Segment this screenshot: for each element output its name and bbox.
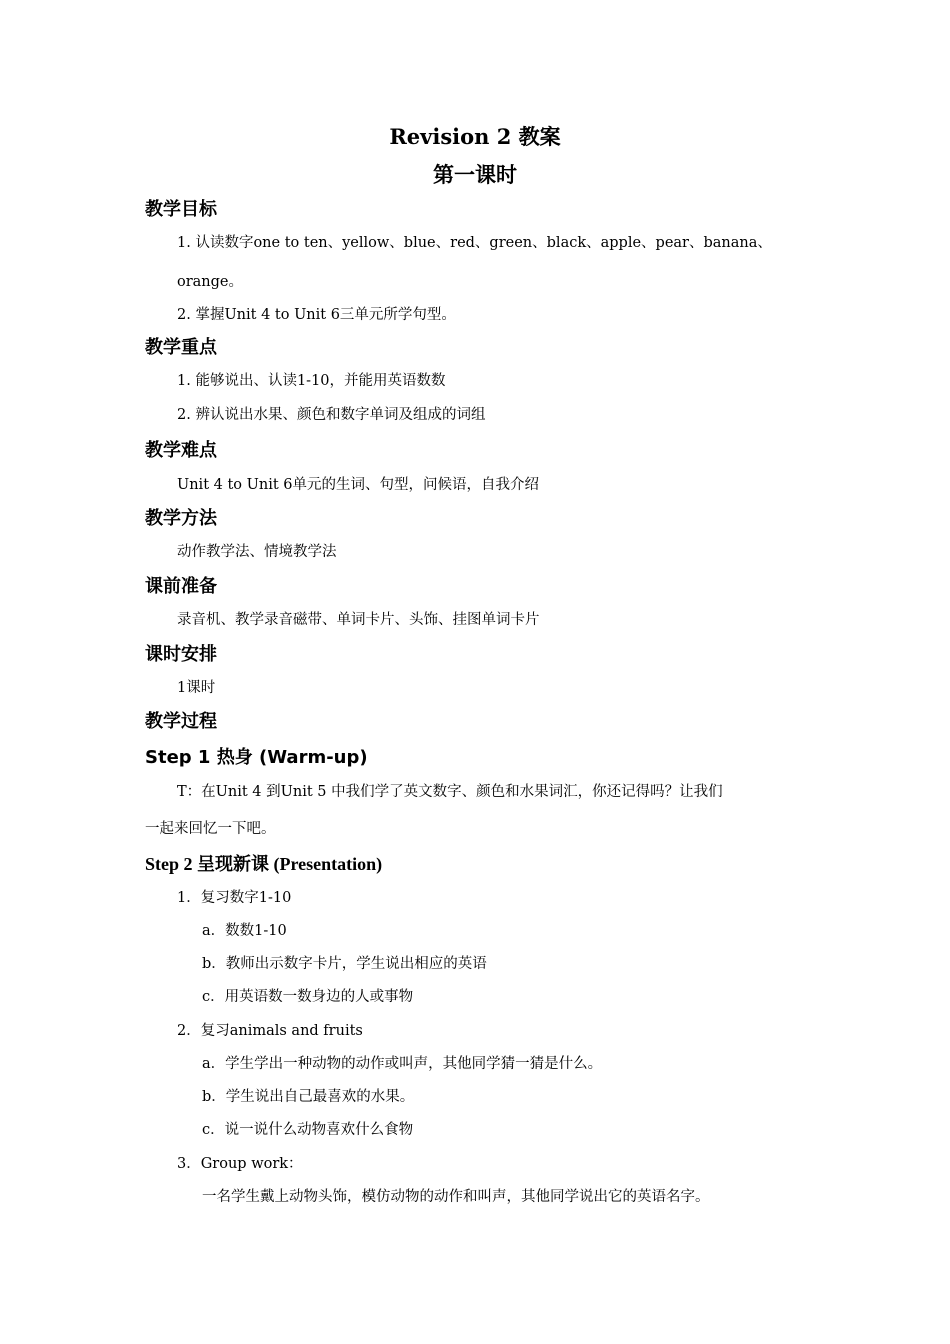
methods-text: 动作教学法、情境教学法 xyxy=(177,544,337,560)
step-2-item-2c: c．说一说什么动物喜欢什么食物 xyxy=(202,1122,414,1138)
process-heading: 教学过程 xyxy=(145,711,217,732)
focus-item-1: 1. 能够说出、认读1-10，并能用英语数数 xyxy=(177,373,446,389)
goals-item-1-line-2: orange。 xyxy=(177,274,244,290)
step-2-item-1b: b．教师出示数字卡片，学生说出相应的英语 xyxy=(202,956,487,972)
step-2-item-1: 1．复习数字1-10 xyxy=(177,890,292,906)
step-2-item-2b: b．学生说出自己最喜欢的水果。 xyxy=(202,1089,415,1105)
step-2-item-2a: a．学生学出一种动物的动作或叫声，其他同学猜一猜是什么。 xyxy=(202,1056,603,1072)
step-2-item-1a: a．数数1-10 xyxy=(202,923,287,939)
document-title: Revision 2 教案 xyxy=(389,124,561,149)
step-1-line-2: 一起来回忆一下吧。 xyxy=(145,821,276,837)
goals-item-2: 2. 掌握Unit 4 to Unit 6三单元所学句型。 xyxy=(177,307,456,323)
step-2-item-3-text: 一名学生戴上动物头饰，模仿动物的动作和叫声，其他同学说出它的英语名字。 xyxy=(202,1189,710,1205)
step-2-item-1c: c．用英语数一数身边的人或事物 xyxy=(202,989,414,1005)
schedule-heading: 课时安排 xyxy=(145,644,217,665)
step-1-heading: Step 1 热身 (Warm-up) xyxy=(145,747,368,768)
step-2-item-3: 3．Group work： xyxy=(177,1156,303,1172)
lesson-subtitle: 第一课时 xyxy=(433,162,517,187)
methods-heading: 教学方法 xyxy=(145,508,217,529)
difficulty-heading: 教学难点 xyxy=(145,440,217,461)
step-1-line-1: T：在Unit 4 到Unit 5 中我们学了英文数字、颜色和水果词汇，你还记得吗？让我们 xyxy=(177,784,723,800)
difficulty-text: Unit 4 to Unit 6单元的生词、句型，问候语，自我介绍 xyxy=(177,477,539,493)
schedule-text: 1课时 xyxy=(177,680,216,696)
goals-item-1-line-1: 1. 认读数字one to ten、yellow、blue、red、green、black、apple、pear、banana、 xyxy=(177,235,772,251)
goals-heading: 教学目标 xyxy=(145,199,217,220)
focus-heading: 教学重点 xyxy=(145,337,217,358)
preparation-heading: 课前准备 xyxy=(145,576,217,597)
focus-item-2: 2. 辨认说出水果、颜色和数字单词及组成的词组 xyxy=(177,407,486,423)
preparation-text: 录音机、教学录音磁带、单词卡片、头饰、挂图单词卡片 xyxy=(177,612,540,628)
step-2-item-2: 2．复习animals and fruits xyxy=(177,1023,363,1039)
step-2-heading: Step 2 呈现新课 (Presentation) xyxy=(145,854,383,874)
